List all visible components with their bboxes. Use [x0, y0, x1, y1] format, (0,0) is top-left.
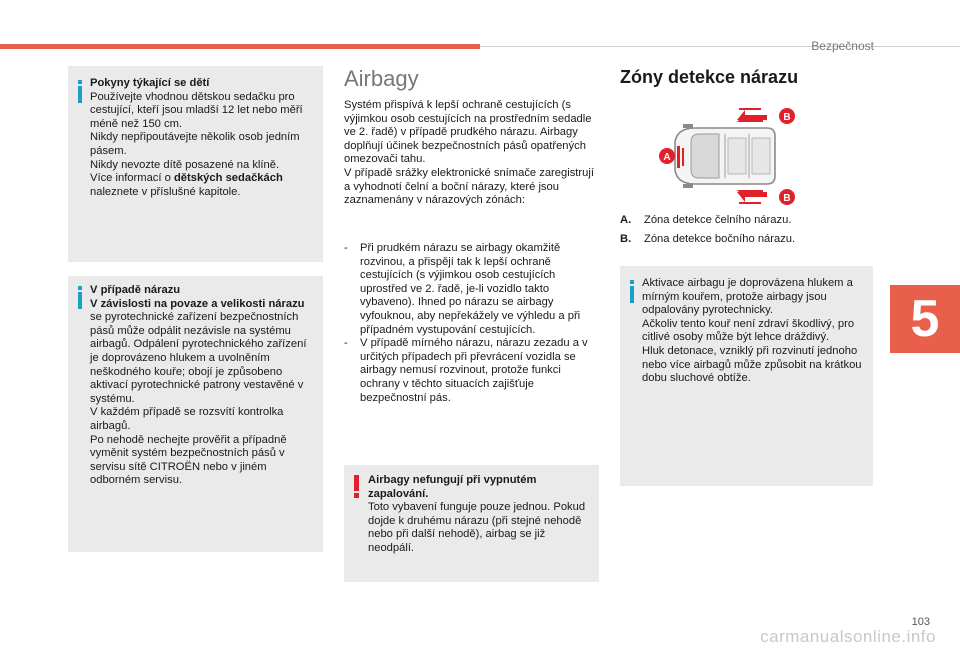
info-icon	[78, 80, 82, 104]
car-top-view-icon	[675, 124, 775, 188]
airbags-intro-1: Systém přispívá k lepší ochraně cestujících (s výjimkou osob cestujících na prostředním sedadle ve 2. řadě) v případě prudkého nárazu. Airbagy doplňují účinek bezpečnostních pásů opatřených omezovači tahu.	[344, 99, 592, 166]
zones-heading: Zóny detekce nárazu	[620, 67, 799, 87]
zone-b-label-bottom: B	[783, 193, 791, 204]
zones-legend-a: A. Zóna detekce čelního nárazu.	[620, 214, 792, 226]
child-box-p3: Nikdy nevozte dítě posazené na klíně.	[90, 158, 280, 171]
accident-box-p3: Po nehodě nechejte prověřit a případně vyměnit systém bezpečnostních pásů v servisu sítě CITROËN nebo v jiném odborném servisu.	[90, 433, 287, 487]
header-accent-bar	[0, 44, 480, 49]
watermark: carmanualsonline.info	[760, 627, 936, 646]
zone-a-label: A	[663, 152, 671, 163]
warning-p1: Toto vybavení funguje pouze jednou. Pokud dojde k druhému nárazu (při stejné nehodě nebo při další nehodě), airbag se již neodpálí.	[368, 501, 586, 554]
side-impact-arrows-bottom	[737, 190, 767, 204]
section-title: Bezpečnost	[811, 39, 874, 53]
zones-info-p1: Aktivace airbagu je doprovázena hlukem a mírným kouřem, protože airbagy jsou odpalovány pyrotechnicky.	[642, 277, 853, 317]
airbag-warning-box	[344, 465, 599, 582]
accident-box-p1: V závislosti na povaze a velikosti nárazu se pyrotechnické zařízení bezpečnostních pásů může odpálit nezávisle na systému airbagů. Odpálení pyrotechnického zařízení je doprovázeno hlukem a uvolněním neškodného kouře; obojí je způsobeno aktivací pyrotechnické patrony vestavěné v systému.	[90, 297, 307, 405]
accident-box-p2: V každém případě se rozsvítí kontrolka airbagů.	[90, 406, 284, 432]
child-safety-box	[68, 66, 323, 262]
info-icon	[630, 280, 634, 304]
page-number: 103	[911, 616, 930, 628]
accident-box-title: V případě nárazu	[90, 284, 181, 296]
info-icon	[78, 286, 82, 310]
header-divider	[480, 46, 960, 47]
warning-title: Airbagy nefungují při vypnutém zapalování.	[368, 474, 537, 500]
child-box-title: Pokyny týkající se dětí	[90, 77, 210, 89]
list-item: - Při prudkém nárazu se airbagy okamžitě rozvinou, a přispějí tak k lepší ochraně cestujících (s výjimkou osob cestujících uprostřed ve 2. řadě, je-li vozidlo takto vybaveno). Ihned po nárazu se airbagy vyfouknou, aby nepřekážely ve výhledu a při případném vystupování cestujících.	[344, 242, 581, 336]
airbags-heading: Airbagy	[344, 66, 419, 91]
zone-b-label-top: B	[783, 112, 791, 123]
airbags-list	[344, 242, 602, 405]
zones-info-p2: Ačkoliv tento kouř není zdraví škodlivý, pro citlivé osoby může být lehce dráždivý.	[642, 317, 855, 344]
zones-info-box	[620, 266, 873, 486]
airbags-intro-2: V případě srážky elektronické snímače zaregistrují a vyhodnotí čelní a boční nárazy, které jsou zaznamenány v nárazových zónách:	[344, 166, 594, 207]
child-box-p2: Nikdy nepřipoutávejte několik osob jedním pásem.	[90, 131, 300, 157]
chapter-tab: 5	[890, 285, 960, 353]
side-impact-arrows-top	[737, 108, 767, 122]
car-impact-diagram	[655, 100, 800, 212]
list-item: - V případě mírného nárazu, nárazu zezadu a v určitých případech při převrácení vozidla se airbagy nemusí rozvinout, protože funkci ochrany v těchto situacích zajišťuje bezpečnostní pás.	[344, 337, 588, 404]
zones-legend-b: B. Zóna detekce bočního nárazu.	[620, 233, 796, 245]
zones-info-p3: Hluk detonace, vzniklý při rozvinutí jednoho nebo více airbagů může způsobit na krátkou dobu sluchové obtíže.	[642, 344, 862, 385]
child-box-p1: Používejte vhodnou dětskou sedačku pro cestující, kteří jsou mladší 12 let nebo měří méně než 150 cm.	[90, 90, 303, 130]
child-box-p4: Více informací o dětských sedačkách naleznete v příslušné kapitole.	[90, 172, 283, 198]
accident-box	[68, 276, 323, 552]
warning-icon	[354, 475, 360, 499]
